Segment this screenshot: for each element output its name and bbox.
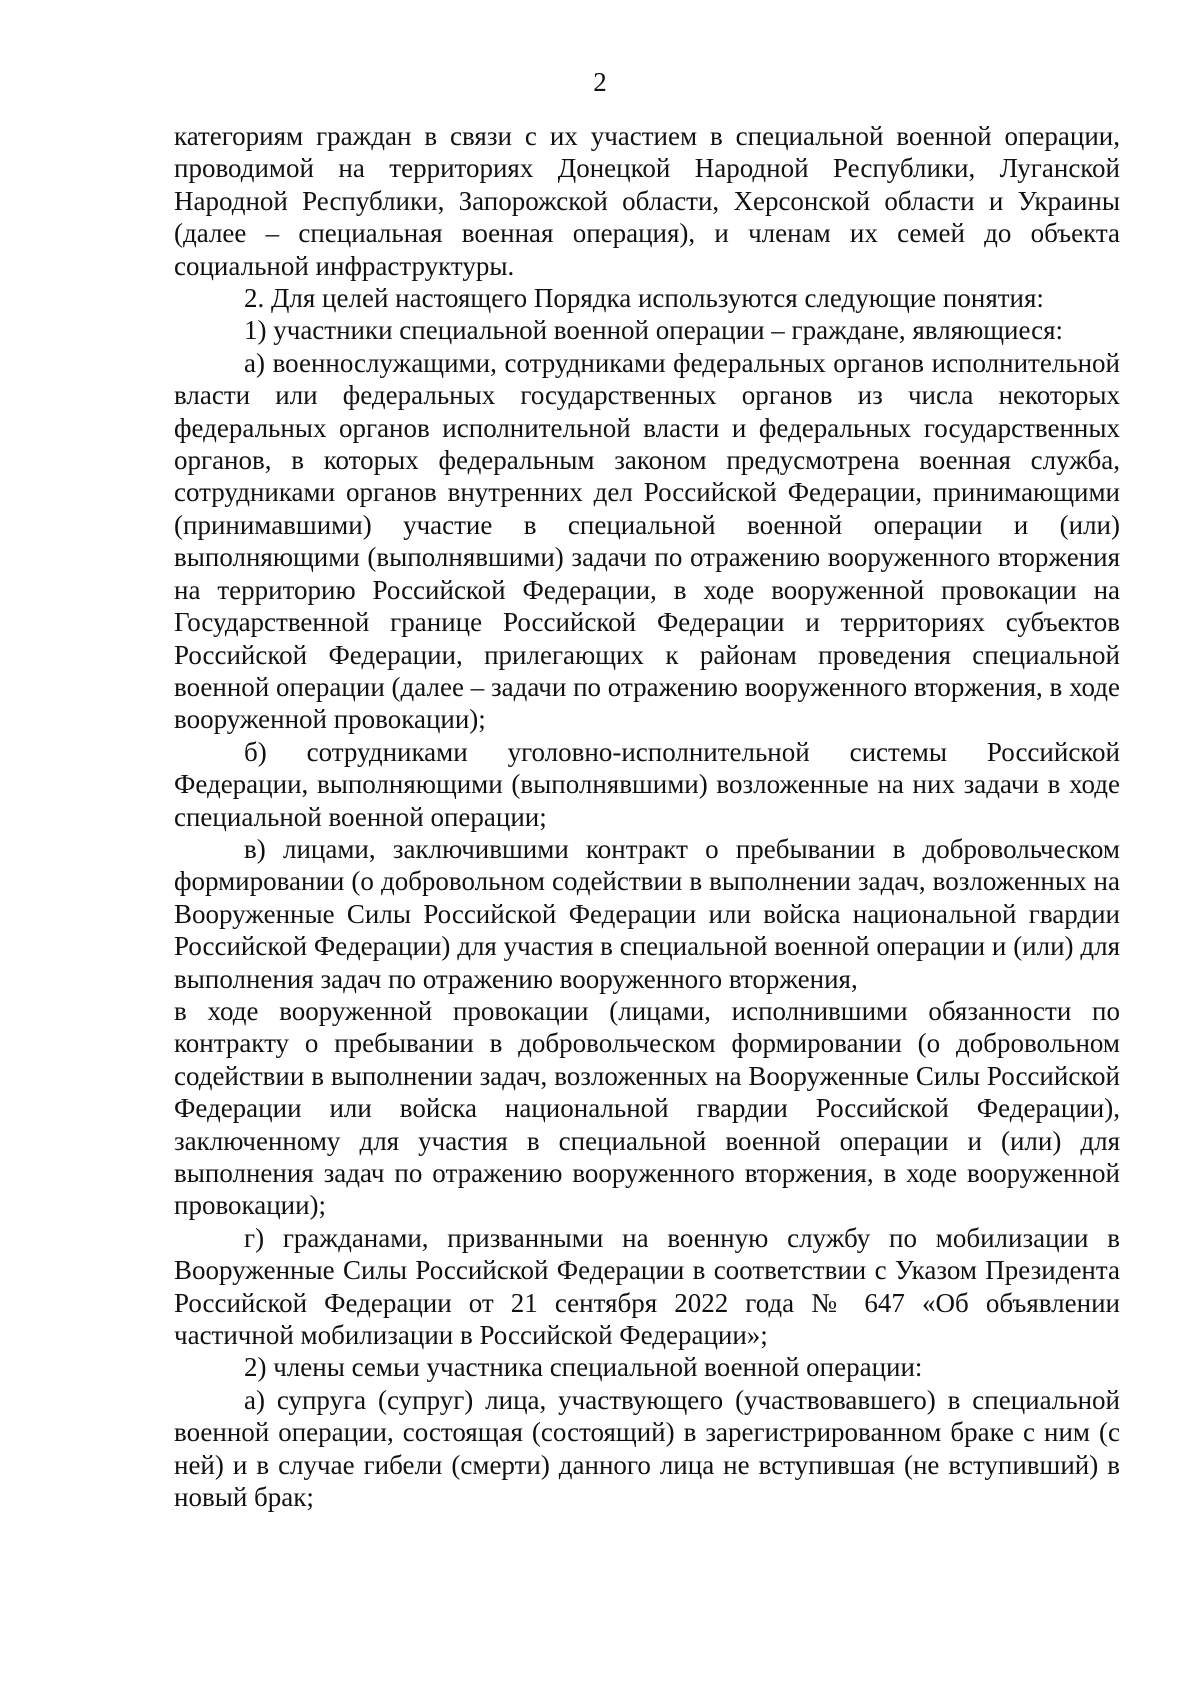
paragraph-subitem-1a: а) военнослужащими, сотрудниками федеральных органов исполнительной власти или федеральных государственных органов из числа некоторых федеральных органов исполнительной власти и федеральных государственных органов, в которых федеральным законом предусмотрена военная служба, сотрудниками органов внутренних дел Российской Федерации, принимающими (принимавшими) участие в специальной военной операции и (или) выполняющими (выполнявшими) задачи по отражению вооруженного вторжения на территорию Российской Федерации, в ходе вооруженной провокации на Государственной границе Российской Федерации и территориях субъектов Российской Федерации, прилегающих к районам проведения специальной военной операции (далее – задачи по отражению вооруженного вторжения, в ходе вооруженной провокации);: [174, 347, 1120, 735]
paragraph-subitem-1: 1) участники специальной военной операции – граждане, являющиеся:: [244, 315, 1064, 346]
paragraph-subitem-1v: в) лицами, заключившими контракт о пребывании в добровольческом формировании (о добровольном содействии в выполнении задач, возложенных на Вооруженные Силы Российской Федерации или войска национальной гвардии Российской Федерации) для участия в специальной военной операции и (или) для выполнения задач по отражению вооруженного вторжения,: [174, 833, 1120, 994]
paragraph-subitem-2: 2) члены семьи участника специальной военной операции:: [244, 1352, 923, 1383]
paragraph-subitem-1b: б) сотрудниками уголовно-исполнительной системы Российской Федерации, выполняющими (выполнявшими) возложенные на них задачи в ходе специальной военной операции;: [174, 736, 1120, 832]
paragraph-subitem-2a: а) супруга (супруг) лица, участвующего (участвовавшего) в специальной военной операции, состоящая (состоящий) в зарегистрированном браке с ним (с ней) и в случае гибели (смерти) данного лица не вступившая (не вступивший) в новый брак;: [174, 1384, 1120, 1513]
paragraph-item-2: 2. Для целей настоящего Порядка используются следующие понятия:: [244, 283, 1044, 314]
document-body: [174, 120, 1120, 1513]
paragraph-continuation: категориям граждан в связи с их участием в специальной военной операции, проводимой на территориях Донецкой Народной Республики, Луганской Народной Республики, Запорожской области, Херсонской области и Украины (далее – специальная военная операция), и членам их семей до объекта социальной инфраструктуры.: [174, 121, 1120, 281]
page-number: 2: [593, 67, 607, 97]
paragraph-subitem-1v-continued: в ходе вооруженной провокации (лицами, исполнившими обязанности по контракту о пребывании в добровольческом формировании (о добровольном содействии в выполнении задач, возложенных на Вооруженные Силы Российской Федерации или войска национальной гвардии Российской Федерации), заключенному для участия в специальной военной операции и (или) для выполнения задач по отражению вооруженного вторжения, в ходе вооруженной провокации);: [174, 995, 1120, 1221]
paragraph-subitem-1g: г) гражданами, призванными на военную службу по мобилизации в Вооруженные Силы Российской Федерации в соответствии с Указом Президента Российской Федерации от 21 сентября 2022 года № 647 «Об объявлении частичной мобилизации в Российской Федерации»;: [174, 1222, 1120, 1351]
